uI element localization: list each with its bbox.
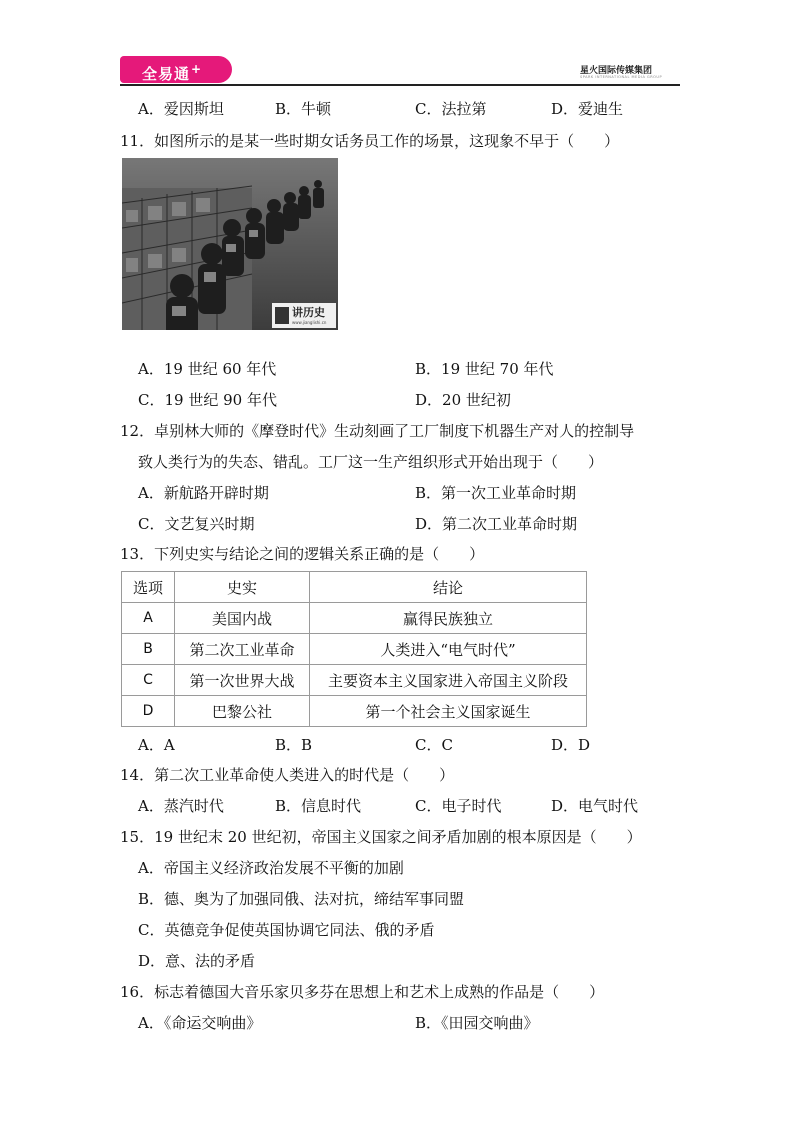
q15-stem: 15．19 世纪末 20 世纪初，帝国主义国家之间矛盾加剧的根本原因是（ ） (120, 828, 642, 846)
q13-facts-table (121, 571, 587, 727)
q13-option-a: A．A (138, 736, 175, 754)
q11-option-c: C．19 世纪 90 年代 (138, 391, 277, 409)
q11-option-b: B．19 世纪 70 年代 (415, 360, 554, 378)
q11-stem: 11．如图所示的是某一些时期女话务员工作的场景，这现象不早于（ ） (120, 132, 620, 150)
q11-option-d: D．20 世纪初 (415, 391, 511, 409)
q14-option-b: B．信息时代 (275, 797, 362, 815)
photo-watermark-text: 讲历史 (292, 306, 325, 319)
logo-plus: + (191, 62, 203, 76)
q12-stem-line-1: 12．卓别林大师的《摩登时代》生动刻画了工厂制度下机器生产对人的控制导 (120, 422, 635, 440)
table-cell: D (122, 696, 175, 727)
q15-option-c: C．英德竞争促使英国协调它同法、俄的矛盾 (138, 921, 435, 939)
table-cell: 人类进入“电气时代” (310, 634, 587, 665)
brand-logo (120, 56, 232, 83)
q10-option-c: C．法拉第 (415, 100, 487, 118)
photo-watermark-url: www.jianglishi.cn (292, 320, 327, 325)
q16-option-b: B．《田园交响曲》 (415, 1014, 539, 1032)
q14-option-c: C．电子时代 (415, 797, 502, 815)
q15-option-d: D．意、法的矛盾 (138, 952, 256, 970)
table-row (122, 634, 587, 665)
logo-text: 全易通 (142, 65, 191, 83)
table-cell: 巴黎公社 (175, 696, 310, 727)
q12-option-a: A．新航路开辟时期 (138, 484, 269, 502)
table-row (122, 665, 587, 696)
table-header-cell: 结论 (310, 572, 587, 603)
q12-option-d: D．第二次工业革命时期 (415, 515, 578, 533)
q12-option-c: C．文艺复兴时期 (138, 515, 255, 533)
q10-option-d: D．爱迪生 (551, 100, 624, 118)
table-row (122, 603, 587, 634)
q10-option-b: B．牛顿 (275, 100, 332, 118)
q11-option-a: A．19 世纪 60 年代 (138, 360, 277, 378)
table-header-cell: 史实 (175, 572, 310, 603)
q15-option-b: B．德、奥为了加强同俄、法对抗，缔结军事同盟 (138, 890, 465, 908)
q10-option-a: A．爱因斯坦 (138, 100, 224, 118)
table-header-row (122, 572, 587, 603)
header-divider (120, 84, 680, 86)
table-cell: C (122, 665, 175, 696)
q12-stem-line-2: 致人类行为的失态、错乱。工厂这一生产组织形式开始出现于（ ） (138, 453, 604, 471)
table-header-cell: 选项 (122, 572, 175, 603)
q16-option-a: A．《命运交响曲》 (138, 1014, 262, 1032)
table-cell: 赢得民族独立 (310, 603, 587, 634)
table-cell: 主要资本主义国家进入帝国主义阶段 (310, 665, 587, 696)
q15-option-a: A．帝国主义经济政治发展不平衡的加剧 (138, 859, 404, 877)
q14-option-a: A．蒸汽时代 (138, 797, 224, 815)
q13-option-c: C．C (415, 736, 453, 754)
table-cell: 第一个社会主义国家诞生 (310, 696, 587, 727)
q16-stem: 16．标志着德国大音乐家贝多芬在思想上和艺术上成熟的作品是（ ） (120, 983, 605, 1001)
switchboard-operators-photo (122, 158, 338, 330)
q14-option-d: D．电气时代 (551, 797, 639, 815)
q13-option-b: B．B (275, 736, 313, 754)
table-cell: B (122, 634, 175, 665)
publisher-english: SPARK INTERNATIONAL MEDIA GROUP (580, 75, 663, 79)
table-cell: 美国内战 (175, 603, 310, 634)
table-cell: 第二次工业革命 (175, 634, 310, 665)
q13-option-d: D．D (551, 736, 591, 754)
publisher-name: 星火国际传媒集团 (580, 66, 653, 76)
table-cell: 第一次世界大战 (175, 665, 310, 696)
q14-stem: 14．第二次工业革命使人类进入的时代是（ ） (120, 766, 455, 784)
q12-option-b: B．第一次工业革命时期 (415, 484, 577, 502)
table-row (122, 696, 587, 727)
q13-stem: 13．下列史实与结论之间的逻辑关系正确的是（ ） (120, 545, 485, 563)
table-cell: A (122, 603, 175, 634)
